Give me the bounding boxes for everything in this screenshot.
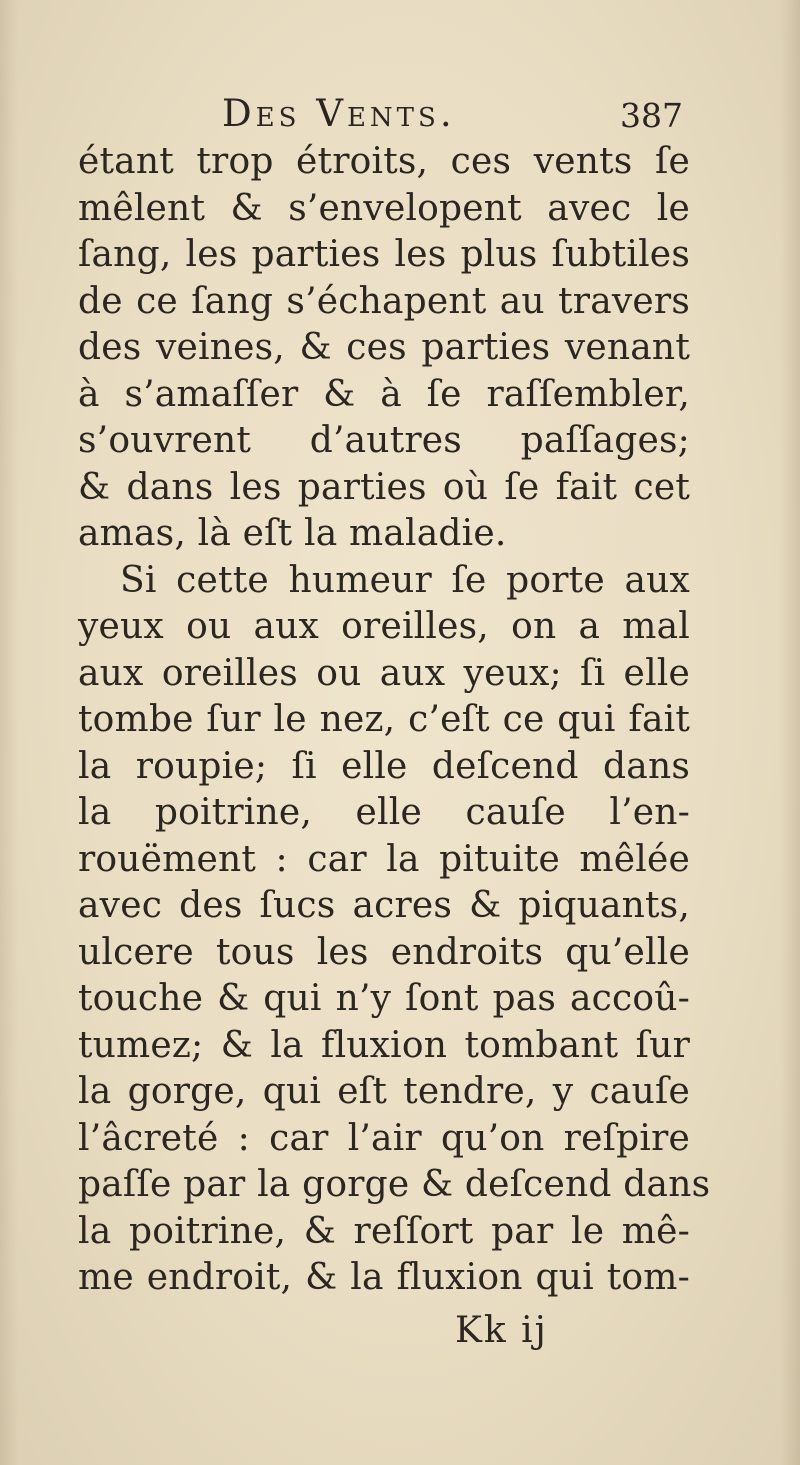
page-shadow-left (0, 0, 18, 1465)
text-line: paſſe par la gorge & deſcend dans (78, 1164, 711, 1205)
text-line: à s’amaſſer & à ſe raſſembler, (78, 373, 690, 415)
page-shadow-right (780, 0, 800, 1465)
text-line: la poitrine, elle cauſe l’en- (78, 792, 690, 833)
text-line: ſang, les parties les plus ſubtiles (78, 234, 690, 275)
text-line: yeux ou aux oreilles, on a mal (78, 606, 690, 647)
text-line: avec des ſucs acres & piquants, (78, 885, 690, 926)
page-number: 387 (620, 96, 683, 135)
text-line: & dans les parties où ſe fait cet (78, 466, 690, 508)
text-line: la roupie; ſi elle deſcend dans (78, 745, 690, 787)
text-line: Si cette humeur ſe porte aux (120, 559, 690, 601)
running-head: Des Vents. (222, 92, 456, 135)
signature-mark: Kk ij (455, 1310, 548, 1351)
text-line: la gorge, qui eſt tendre, y cauſe (78, 1071, 690, 1112)
text-line: mêlent & s’envelopent avec le (78, 187, 690, 229)
text-line: la poitrine, & reſſort par le mê- (78, 1210, 690, 1252)
text-line: des veines, & ces parties venant (78, 327, 690, 368)
text-line: l’âcreté : car l’air qu’on reſpire (78, 1117, 690, 1159)
text-line: aux oreilles ou aux yeux; ſi elle (78, 652, 690, 694)
text-line: tombe ſur le nez, c’eſt ce qui fait (78, 699, 690, 740)
text-line: amas, là eſt la maladie. (78, 513, 507, 554)
text-line: tumez; & la fluxion tombant ſur (78, 1024, 690, 1066)
text-line: ulcere tous les endroits qu’elle (78, 931, 690, 973)
text-line: de ce ſang s’échapent au travers (78, 280, 690, 322)
text-line: touche & qui n’y ſont pas accoû- (78, 978, 690, 1019)
text-line: rouëment : car la pituite mêlée (78, 838, 690, 880)
text-line: s’ouvrent d’autres paſſages; (78, 420, 690, 461)
text-line: étant trop étroits, ces vents ſe (78, 141, 690, 182)
body-text (78, 139, 711, 1302)
text-line: me endroit, & la fluxion qui tom- (78, 1257, 690, 1298)
